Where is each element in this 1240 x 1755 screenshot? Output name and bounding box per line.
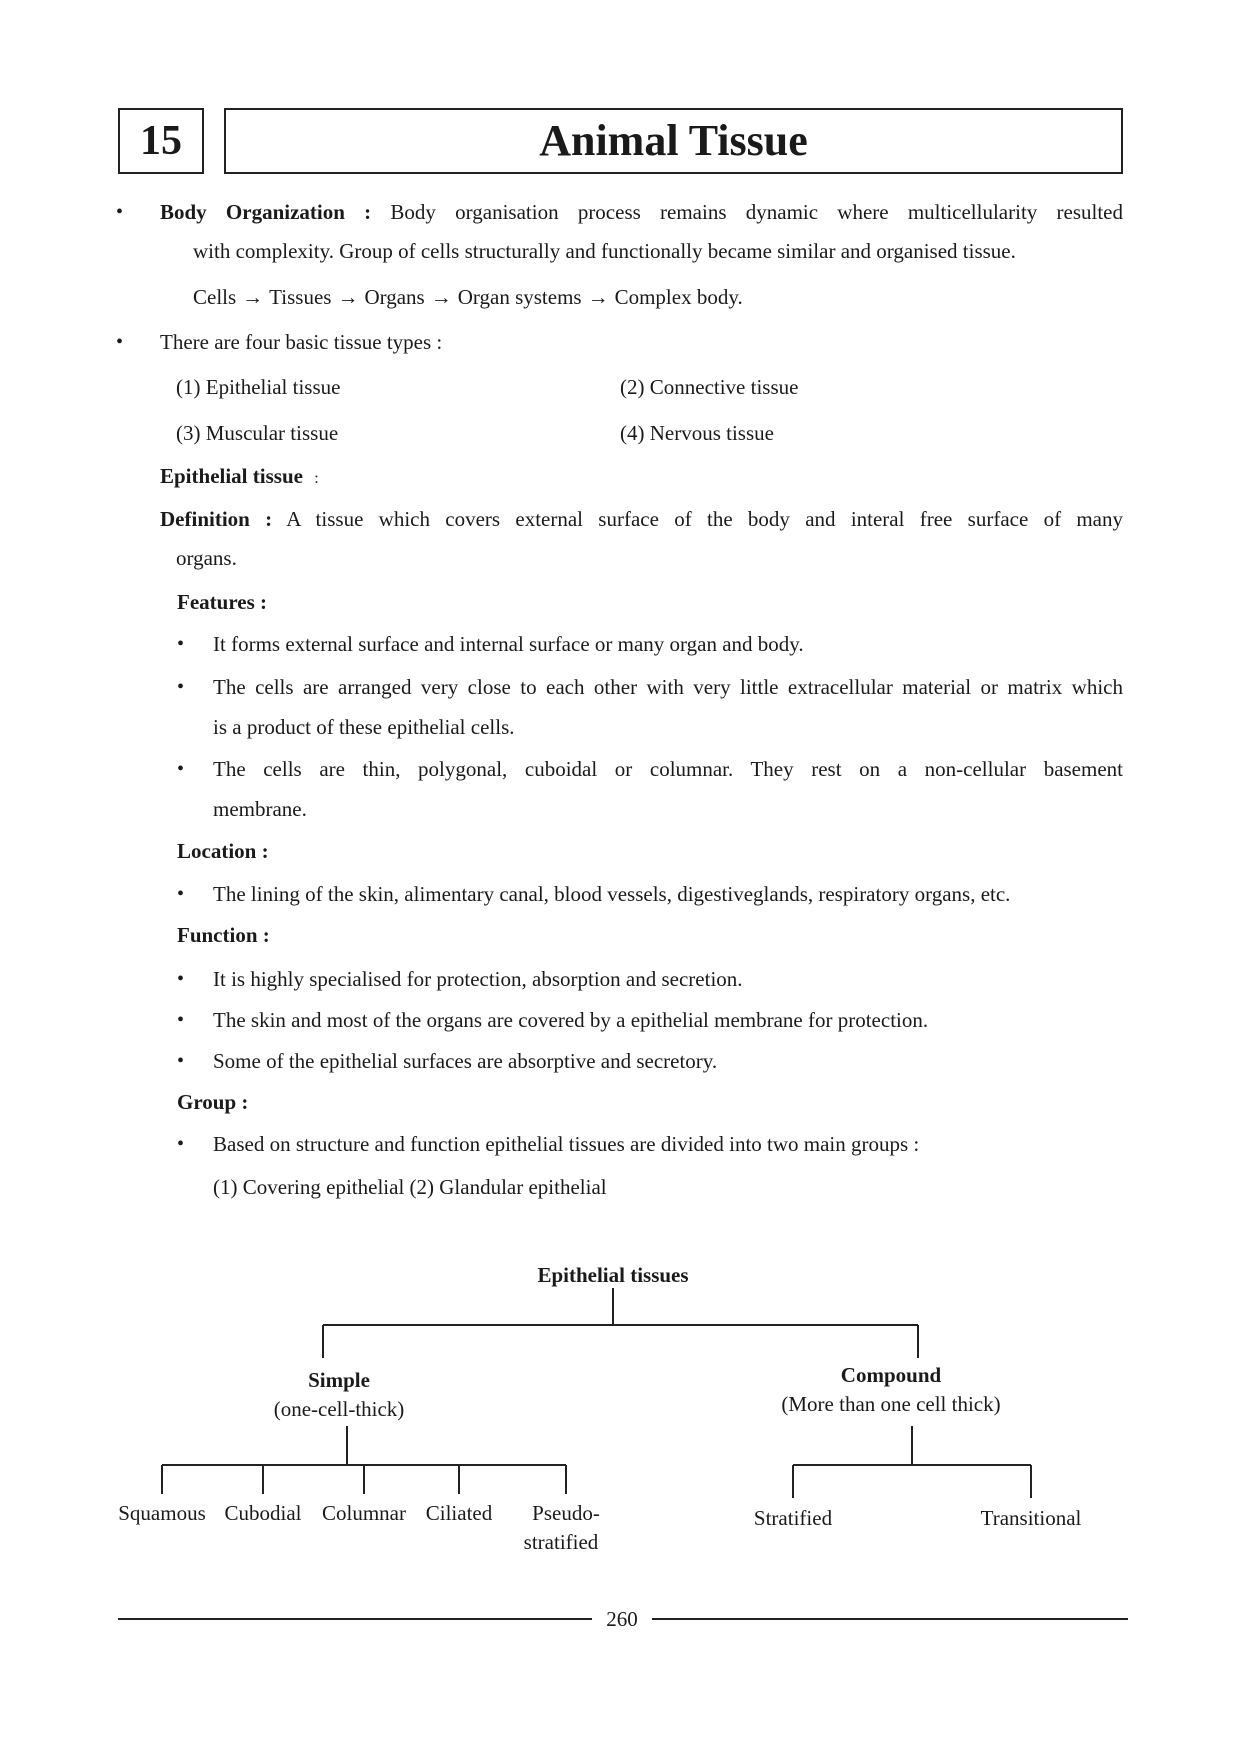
squamous-leaf: Squamous	[118, 1501, 206, 1525]
stratified-leaf: Stratified	[753, 1506, 833, 1530]
hierarchy-step: Organ systems	[457, 285, 582, 309]
epithelial-heading-text: Epithelial tissue	[160, 464, 303, 488]
bullet: •	[177, 1133, 185, 1155]
bullet: •	[177, 1050, 185, 1072]
tissue-type: (2) Connective tissue	[620, 375, 799, 399]
arrow-icon: →	[242, 285, 264, 309]
page-number: 260	[606, 1607, 638, 1631]
body-org-label: Body Organization :	[160, 200, 372, 224]
tissue-type: (1) Epithelial tissue	[176, 375, 341, 399]
simple-node: Simple	[308, 1368, 370, 1392]
body-org-text: Body organisation process remains dynamic where multicellularity resulted	[390, 200, 1124, 224]
definition-label: Definition :	[160, 507, 273, 531]
pseudostratified-leaf: Pseudo-	[532, 1501, 600, 1525]
bullet: •	[177, 883, 185, 905]
function-item: Some of the epithelial surfaces are absorptive and secretory.	[213, 1049, 718, 1073]
ciliated-leaf: Ciliated	[425, 1501, 493, 1525]
simple-note: (one-cell-thick)	[273, 1397, 405, 1421]
transitional-leaf: Transitional	[980, 1506, 1082, 1530]
arrow-icon: →	[587, 285, 609, 309]
hierarchy-step: Complex body.	[614, 285, 743, 309]
pseudostratified-leaf-cont: stratified	[523, 1530, 599, 1554]
hierarchy-step: Organs	[364, 285, 425, 309]
cubodial-leaf: Cubodial	[224, 1501, 302, 1525]
hierarchy-step: Tissues	[269, 285, 332, 309]
bullet: •	[177, 633, 185, 655]
bullet: •	[177, 758, 185, 780]
group-label: Group :	[177, 1090, 249, 1114]
bullet: •	[116, 201, 124, 223]
function-label: Function :	[177, 923, 270, 947]
definition-line2: organs.	[176, 546, 237, 570]
group-subitems: (1) Covering epithelial (2) Glandular epithelial	[213, 1175, 607, 1199]
feature-item: The cells are arranged very close to each other with very little extracellular material or matrix which	[213, 675, 1123, 699]
columnar-leaf: Columnar	[322, 1501, 406, 1525]
tissue-type: (4) Nervous tissue	[620, 421, 774, 445]
types-intro: There are four basic tissue types :	[160, 330, 443, 354]
hierarchy-step: Cells	[193, 285, 237, 309]
feature-item: The cells are thin, polygonal, cuboidal or columnar. They rest on a non-cellular basement	[213, 757, 1123, 781]
bullet: •	[177, 676, 185, 698]
group-item: Based on structure and function epithelial tissues are divided into two main groups :	[213, 1132, 920, 1156]
page-title: Animal Tissue	[224, 108, 1123, 174]
feature-item: It forms external surface and internal surface or many organ and body.	[213, 632, 804, 656]
bullet: •	[116, 331, 124, 353]
body-org-line2: with complexity. Group of cells structurally and functionally became similar and organised tissue.	[193, 239, 1016, 263]
function-item: It is highly specialised for protection, absorption and secretion.	[213, 967, 743, 991]
heading-colon: :	[314, 470, 319, 487]
definition-text: A tissue which covers external surface of the body and interal free surface of many	[286, 507, 1124, 531]
tree-root: Epithelial tissues	[537, 1263, 689, 1287]
features-label: Features :	[177, 590, 267, 614]
location-item: The lining of the skin, alimentary canal, blood vessels, digestiveglands, respiratory organs, etc.	[213, 882, 1011, 906]
compound-node: Compound	[840, 1363, 942, 1387]
feature-item-cont: is a product of these epithelial cells.	[213, 715, 515, 739]
arrow-icon: →	[337, 285, 359, 309]
chapter-number: 15	[118, 108, 204, 174]
arrow-icon: →	[430, 285, 452, 309]
bullet: •	[177, 968, 185, 990]
feature-item-cont: membrane.	[213, 797, 307, 821]
compound-note: (More than one cell thick)	[781, 1392, 1001, 1416]
bullet: •	[177, 1009, 185, 1031]
function-item: The skin and most of the organs are covered by a epithelial membrane for protection.	[213, 1008, 929, 1032]
location-label: Location :	[177, 839, 269, 863]
tissue-type: (3) Muscular tissue	[176, 421, 339, 445]
